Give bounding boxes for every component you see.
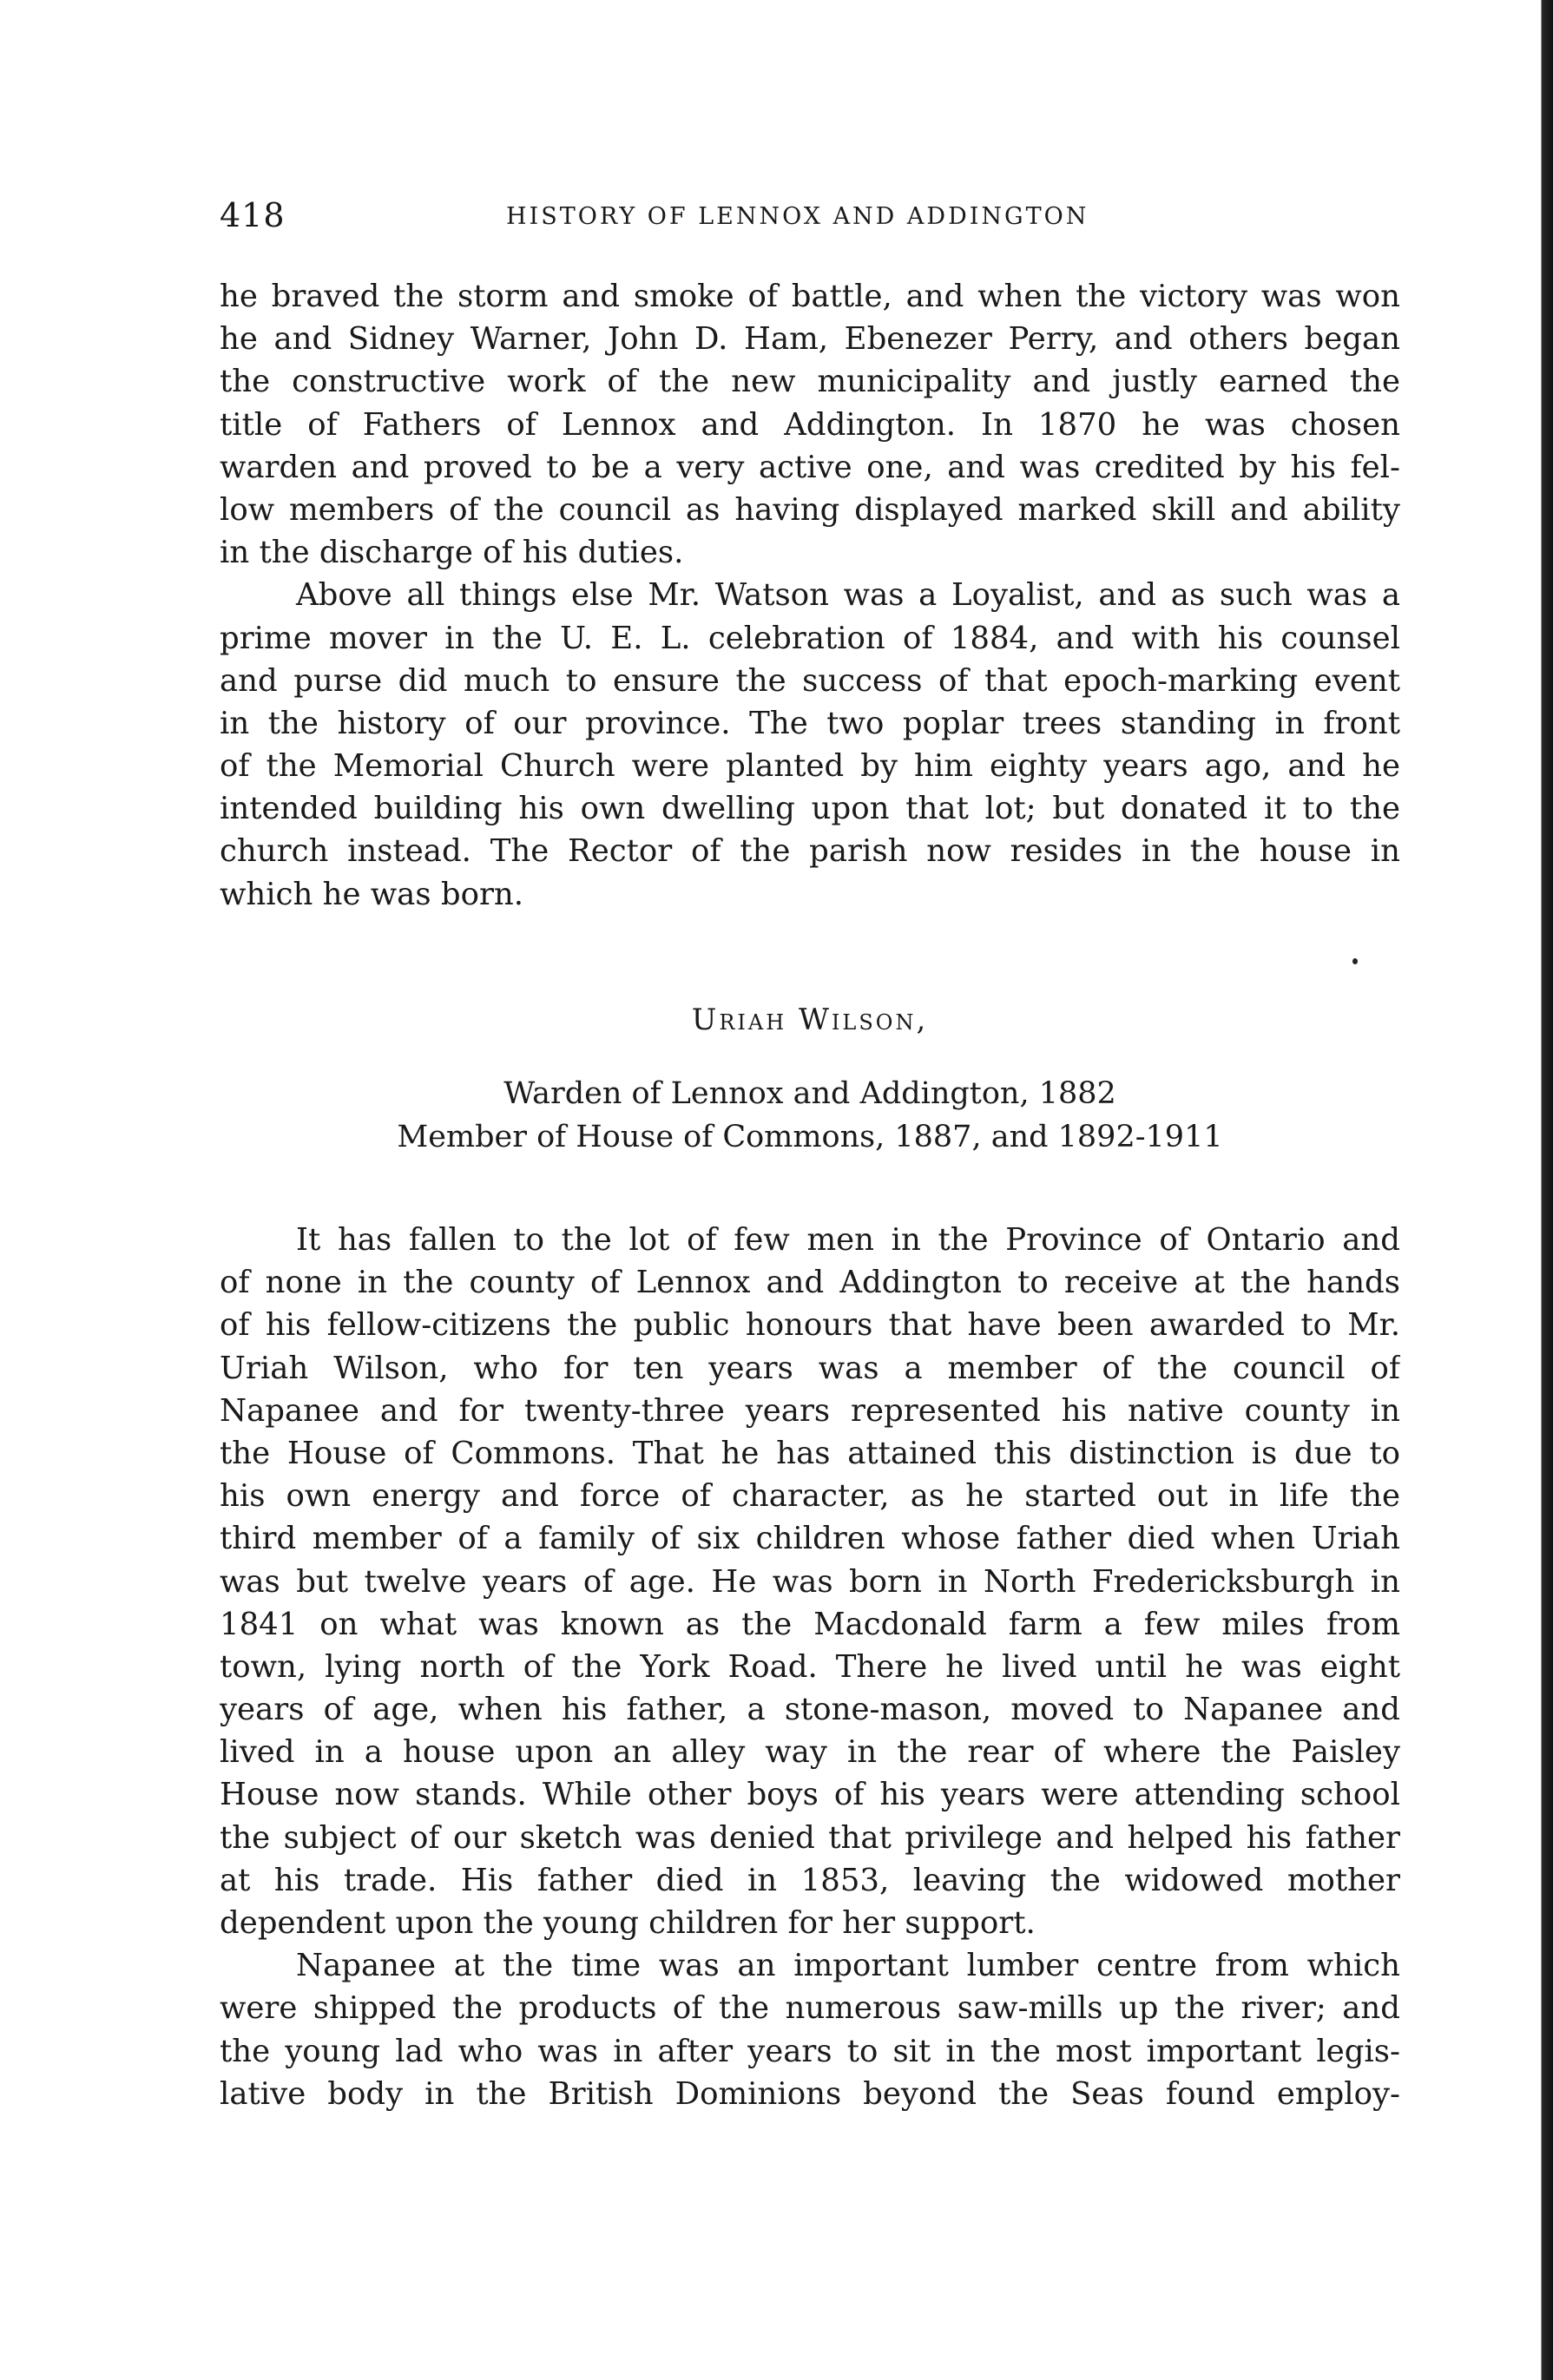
text-line: he braved the storm and smoke of battle, and when the victory was won xyxy=(220,279,1400,314)
text-line: at his trade. His father died in 1853, leaving the widowed mother xyxy=(220,1862,1400,1898)
text-line: title of Fathers of Lennox and Addington. In 1870 he was chosen xyxy=(220,406,1400,443)
text-line: lative body in the British Dominions beyond the Seas found employ- xyxy=(220,2075,1400,2112)
text-line: Uriah Wilson, who for ten years was a member of the council of xyxy=(220,1350,1400,1386)
text-line: of his fellow-citizens the public honours that have been awarded to Mr. xyxy=(220,1307,1400,1344)
text-line: third member of a family of six children whose father died when Uriah xyxy=(220,1521,1400,1557)
text-line: House now stands. While other boys of his years were attending school xyxy=(220,1777,1400,1813)
text-line: the constructive work of the new municipality and justly earned the xyxy=(220,364,1400,400)
text-line: in the discharge of his duties. xyxy=(220,535,684,571)
running-head xyxy=(220,196,1400,248)
text-line: Napanee at the time was an important lumber centre from which xyxy=(296,1948,1400,1984)
text-line: his own energy and force of character, as he started out in life the xyxy=(220,1478,1400,1515)
text-line: he and Sidney Warner, John D. Ham, Ebenezer Perry, and others began xyxy=(220,321,1400,358)
text-line: lived in a house upon an alley way in the rear of where the Paisley xyxy=(220,1734,1400,1771)
text-line: and purse did much to ensure the success of that epoch-marking event xyxy=(220,662,1400,699)
text-line: intended building his own dwelling upon that lot; but donated it to the xyxy=(220,791,1400,827)
text-line: low members of the council as having displayed marked skill and ability xyxy=(220,491,1400,528)
scan-edge-shadow xyxy=(1523,0,1553,2380)
section-heading: Uriah Wilson, xyxy=(691,1003,929,1037)
text-line: years of age, when his father, a stone-mason, moved to Napanee and xyxy=(220,1692,1400,1728)
text-line: warden and proved to be a very active one, and was credited by his fel- xyxy=(220,449,1400,485)
text-line: of none in the county of Lennox and Addington to receive at the hands xyxy=(220,1265,1400,1301)
text-line: in the history of our province. The two poplar trees standing in front xyxy=(220,705,1400,741)
text-line: the subject of our sketch was denied that privilege and helped his father xyxy=(220,1819,1400,1856)
text-line: was but twelve years of age. He was born in North Fredericksburgh in xyxy=(220,1563,1400,1600)
text-line: were shipped the products of the numerous saw-mills up the river; and xyxy=(220,1990,1400,2027)
text-line: Napanee and for twenty-three years represented his native county in xyxy=(220,1392,1400,1429)
text-line: the young lad who was in after years to sit in the most important legis- xyxy=(220,2033,1400,2069)
page-number: 418 xyxy=(220,196,286,234)
section-subtitle: Member of House of Commons, 1887, and 1892-1911 xyxy=(397,1120,1223,1154)
text-line: which he was born. xyxy=(220,876,524,912)
text-line: Above all things else Mr. Watson was a Loyalist, and as such was a xyxy=(296,577,1400,614)
text-line: church instead. The Rector of the parish now resides in the house in xyxy=(220,833,1400,870)
text-line: It has fallen to the lot of few men in the Province of Ontario and xyxy=(296,1222,1400,1258)
text-line: 1841 on what was known as the Macdonald farm a few miles from xyxy=(220,1606,1400,1642)
section-subtitle: Warden of Lennox and Addington, 1882 xyxy=(503,1076,1116,1111)
body-text-top xyxy=(220,275,1400,916)
text-line: of the Memorial Church were planted by him eighty years ago, and he xyxy=(220,748,1400,785)
body-text-bottom xyxy=(220,1219,1400,2115)
text-line: dependent upon the young children for her support. xyxy=(220,1905,1036,1941)
running-title: HISTORY OF LENNOX AND ADDINGTON xyxy=(506,203,1089,230)
scan-speck xyxy=(1352,958,1358,964)
text-line: prime mover in the U. E. L. celebration of 1884, and with his counsel xyxy=(220,620,1400,656)
text-line: the House of Commons. That he has attained this distinction is due to xyxy=(220,1435,1400,1471)
text-line: town, lying north of the York Road. There he lived until he was eight xyxy=(220,1648,1400,1685)
